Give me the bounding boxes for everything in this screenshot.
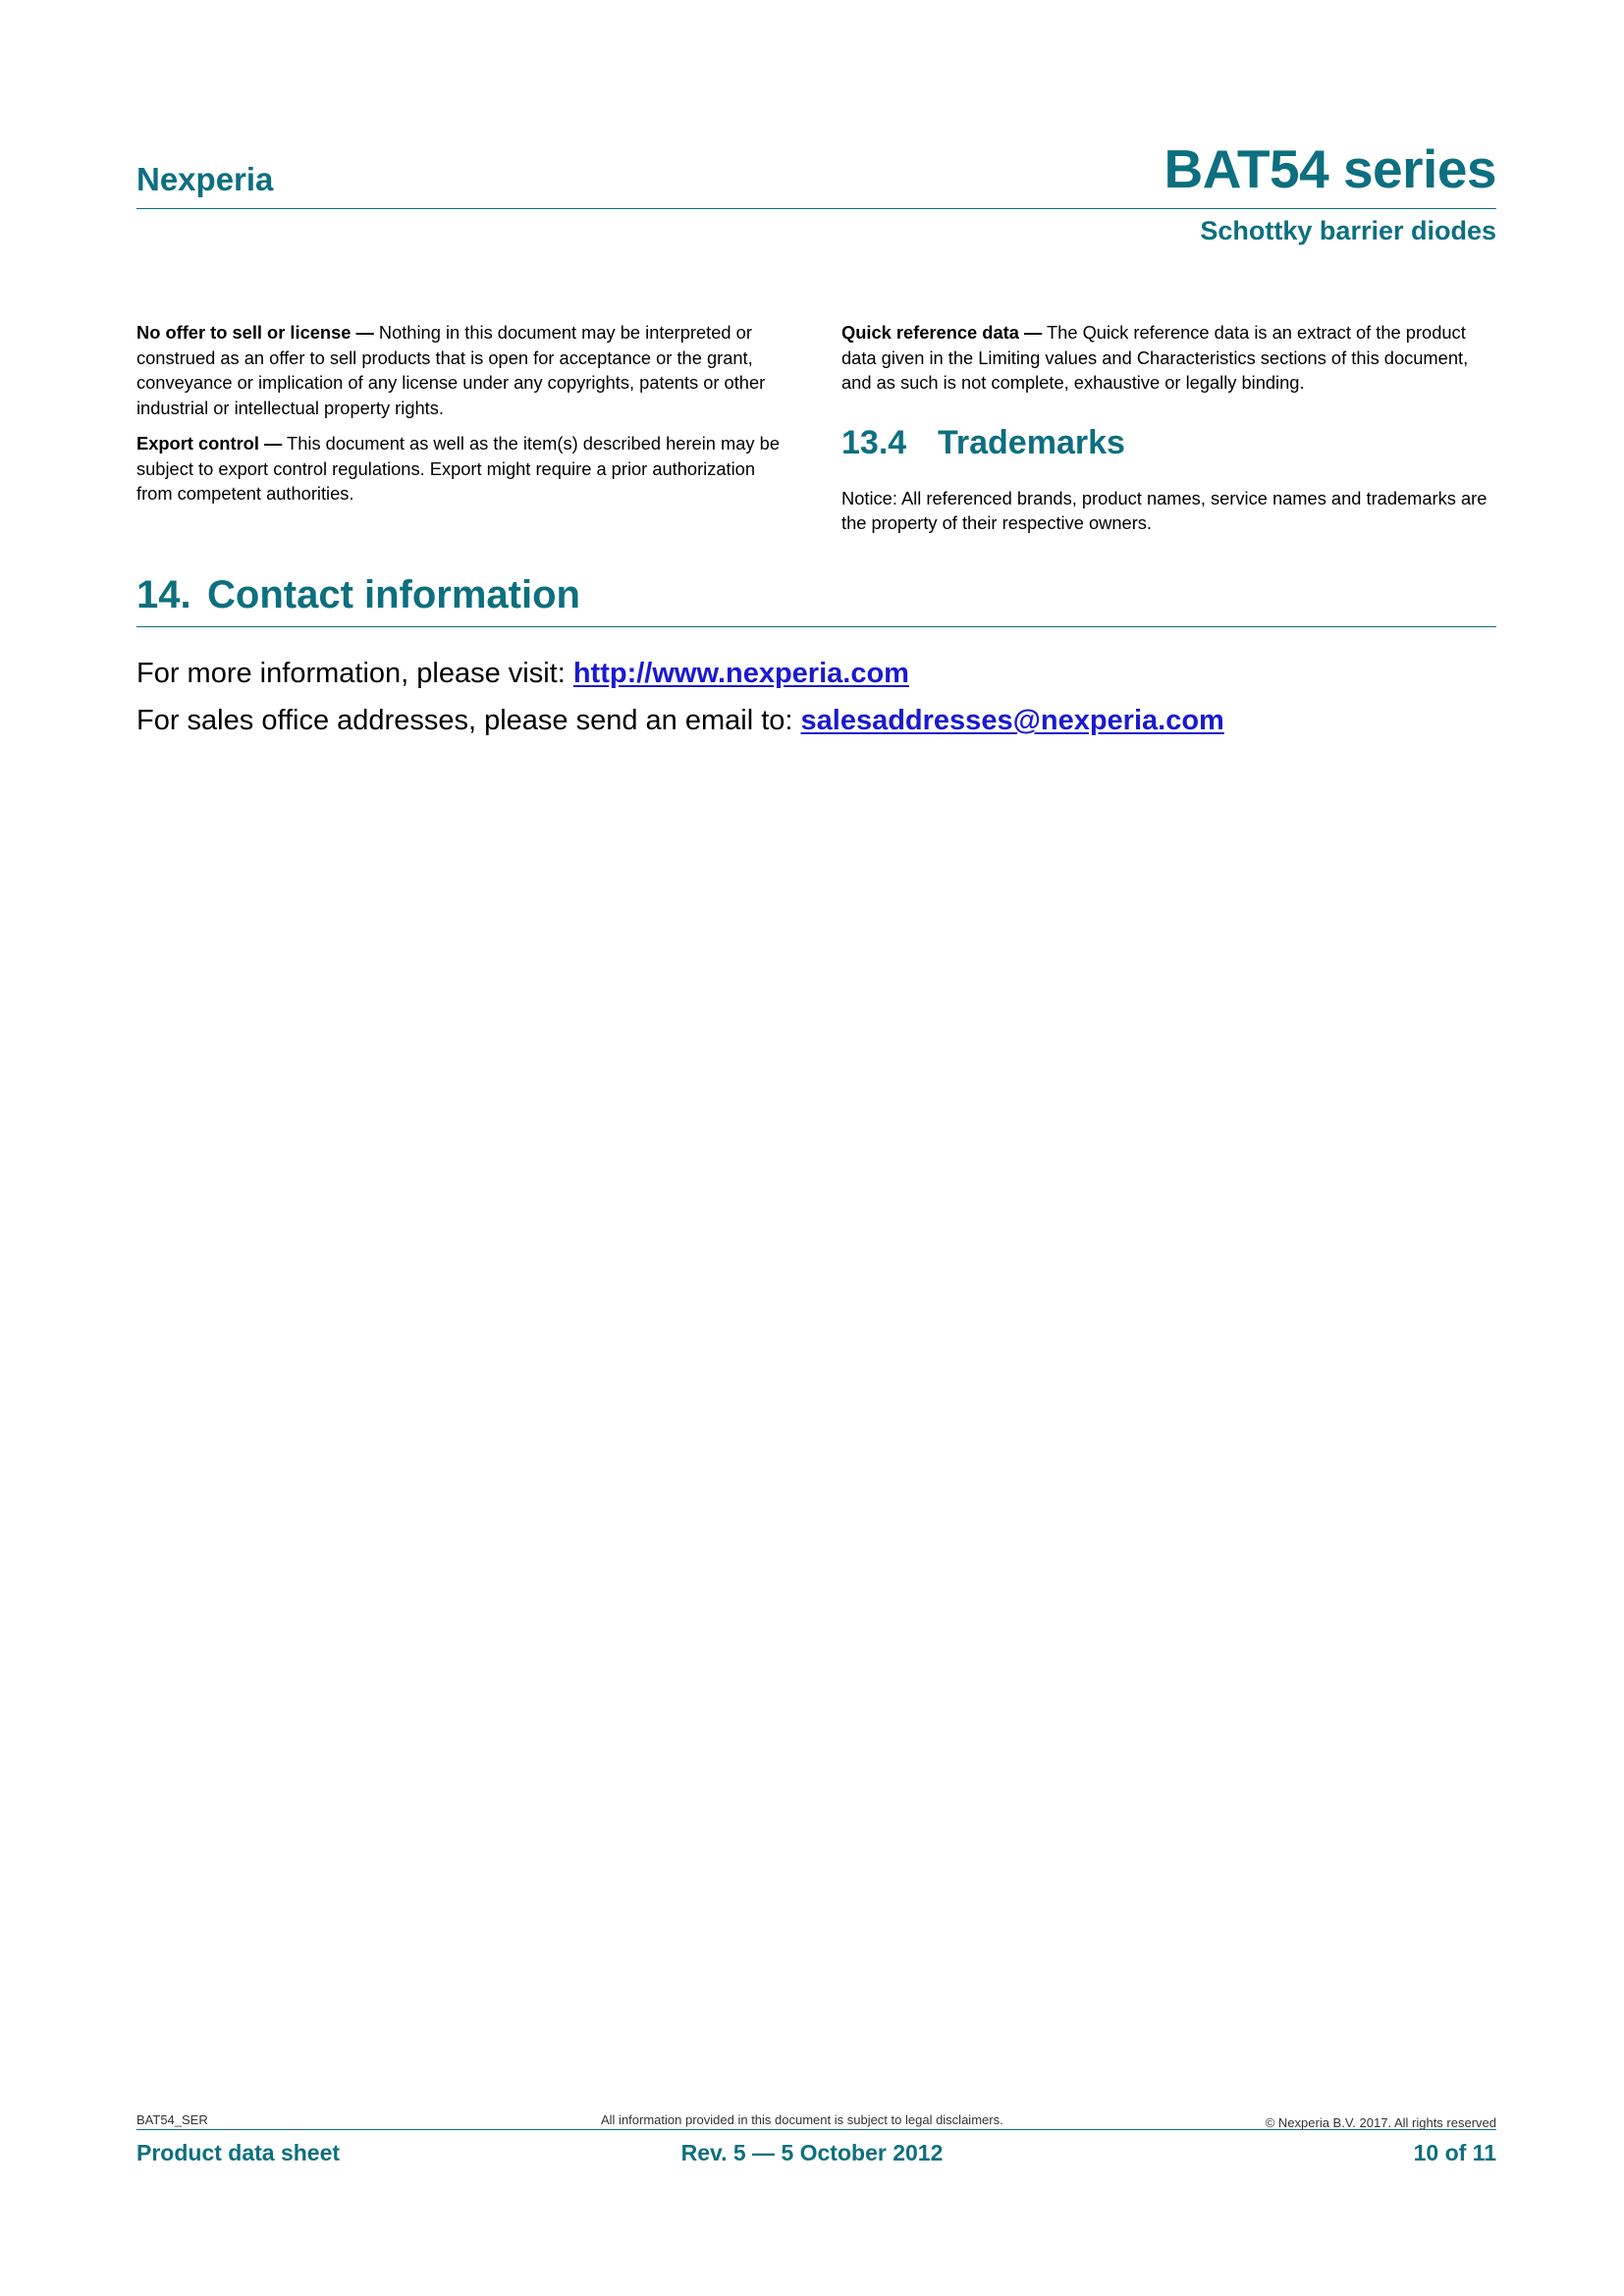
contact-section-number: 14. — [136, 573, 191, 616]
footer-page-number: 10 of 11 — [1413, 2140, 1496, 2165]
document-title: BAT54 series — [1164, 138, 1496, 199]
email-link[interactable]: salesaddresses@nexperia.com — [800, 705, 1224, 736]
document-subtitle: Schottky barrier diodes — [1200, 216, 1496, 245]
website-link[interactable]: http://www.nexperia.com — [572, 658, 909, 689]
quick-reference-lead: Quick reference data — — [841, 322, 1043, 343]
quick-reference-text: The Quick reference data is an extract of the product data given in the Limiting values and Characteristics sections of this document, and as such is not complete, exhaustive or legally binding. — [841, 322, 1469, 393]
trademarks-paragraph: Notice: All referenced brands, product names, service names and trademarks are the property of their respective owners. — [841, 487, 1488, 533]
no-offer-paragraph — [136, 320, 794, 420]
trademarks-number: 13.4 — [841, 423, 907, 461]
export-control-text: This document as well as the item(s) described herein may be subject to export control regulations. Export might require a prior authorization from competent authorities. — [136, 433, 780, 504]
export-control-paragraph — [136, 431, 794, 507]
right-column — [841, 320, 1499, 547]
contact-email-prefix: For sales office addresses, please send an email to: — [136, 705, 801, 736]
no-offer-text: Nothing in this document may be interpreted or construed as an offer to sell products that is open for acceptance or the grant, conveyance or implication of any license under any copyrights, patents or other industrial or intellectual property rights. — [136, 322, 766, 418]
quick-reference-paragraph — [841, 320, 1499, 396]
contact-section-divider — [136, 626, 1496, 627]
no-offer-lead: No offer to sell or license — — [136, 322, 374, 343]
export-control-lead: Export control — — [136, 433, 283, 454]
footer-divider — [136, 2129, 1496, 2130]
contact-section-heading — [136, 573, 580, 617]
trademarks-heading — [841, 423, 1499, 462]
contact-website-line — [136, 658, 909, 690]
footer-revision: Rev. 5 — 5 October 2012 — [680, 2140, 944, 2165]
footer-document-id: BAT54_SER — [136, 2112, 208, 2127]
footer-disclaimer: All information provided in this document is subject to legal disclaimers. — [601, 2112, 1003, 2127]
trademarks-title: Trademarks — [938, 423, 1125, 461]
footer-copyright: © Nexperia B.V. 2017. All rights reserved — [1265, 2115, 1496, 2130]
contact-email-line — [136, 705, 1224, 737]
contact-website-prefix: For more information, please visit: — [136, 658, 573, 689]
left-column — [136, 320, 794, 517]
header-divider — [136, 208, 1496, 209]
contact-section-title: Contact information — [207, 573, 580, 616]
brand-name: Nexperia — [136, 161, 274, 197]
footer-document-type: Product data sheet — [136, 2140, 341, 2165]
